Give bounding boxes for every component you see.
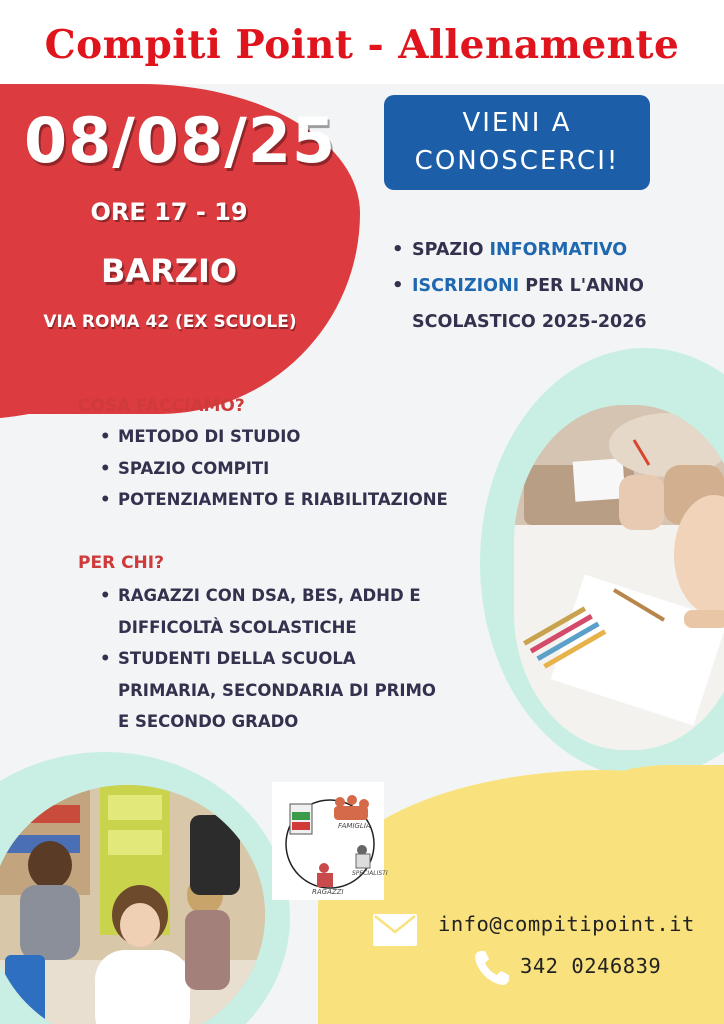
for-whom-list bbox=[100, 580, 445, 738]
email-link[interactable]: info@compitipoint.it bbox=[438, 912, 695, 936]
what-we-do-heading: COSA FACCIAMO? bbox=[78, 396, 245, 416]
event-address: VIA ROMA 42 (EX SCUOLE) bbox=[43, 312, 297, 332]
info-item: • SPAZIO INFORMATIVO bbox=[392, 232, 712, 268]
event-date: 08/08/25 bbox=[24, 104, 337, 177]
info-item: • ISCRIZIONI PER L'ANNO SCOLASTICO 2025-2026 bbox=[392, 268, 657, 340]
children-drawing-illustration bbox=[514, 405, 724, 750]
header bbox=[0, 0, 724, 84]
list-item: • RAGAZZI CON DSA, BES, ADHD E DIFFICOLTÀ SCOLASTICHE bbox=[100, 580, 445, 643]
info-list bbox=[392, 232, 712, 340]
list-item: • SPAZIO COMPITI bbox=[100, 453, 460, 485]
logo-label-kids: RAGAZZI bbox=[312, 888, 344, 896]
for-whom-heading: PER CHI? bbox=[78, 553, 164, 573]
list-item: • POTENZIAMENTO E RIABILITAZIONE bbox=[100, 484, 460, 516]
event-city: BARZIO bbox=[100, 252, 238, 290]
cta-line-2: CONOSCERCI! bbox=[414, 146, 620, 176]
event-hours: ORE 17 - 19 bbox=[90, 198, 248, 226]
phone-number[interactable]: 342 0246839 bbox=[520, 954, 662, 978]
phone-icon bbox=[472, 948, 512, 988]
cta-banner bbox=[384, 95, 650, 190]
list-item: • METODO DI STUDIO bbox=[100, 421, 460, 453]
logo-label-specialists: SPECIALISTI bbox=[352, 870, 388, 877]
what-we-do-list bbox=[100, 421, 460, 516]
page-title: Compiti Point - Allenamente bbox=[44, 22, 680, 68]
cta-line-1: VIENI A bbox=[462, 108, 572, 138]
list-item: • STUDENTI DELLA SCUOLA PRIMARIA, SECONDARIA DI PRIMO E SECONDO GRADO bbox=[100, 643, 445, 738]
logo-label-family: FAMIGLIA bbox=[338, 822, 371, 830]
envelope-icon bbox=[372, 913, 418, 947]
compiti-point-logo bbox=[272, 782, 388, 900]
children-drawing-photo bbox=[514, 405, 724, 750]
logo-circle-icon bbox=[272, 782, 384, 900]
